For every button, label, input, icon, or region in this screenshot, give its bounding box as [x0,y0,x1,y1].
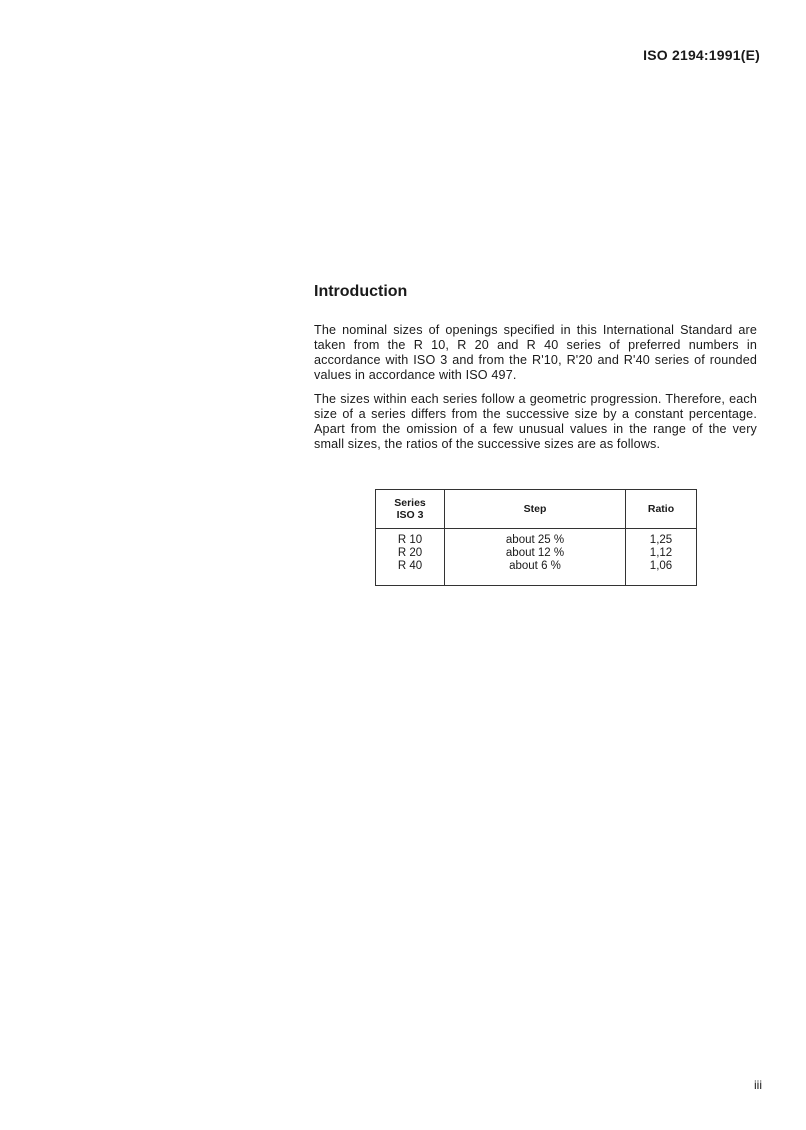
series-ratio-table [375,489,697,586]
cell-step: about 6 % [445,560,626,586]
table-row [376,529,697,548]
page-number: iii [754,1078,762,1092]
cell-step: about 12 % [445,547,626,560]
intro-paragraph-2: The sizes within each series follow a geometric progression. Therefore, each size of a series differs from the successive size by a constant percentage. Apart from the omission of a few unusual values in the range of the very small sizes, the ratios of the successive sizes are as follows. [314,392,757,451]
cell-ratio: 1,12 [626,547,697,560]
cell-series: R 10 [376,529,445,548]
cell-ratio: 1,06 [626,560,697,586]
header-series [376,490,445,529]
header-series-line1: Series [394,497,426,509]
introduction-section [314,283,757,461]
cell-series: R 20 [376,547,445,560]
intro-paragraph-1: The nominal sizes of openings specified in this International Standard are taken from the R 10, R 20 and R 40 series of preferred numbers in accordance with ISO 3 and from the R'10, R'20 and R'40 series of rounded values in accordance with ISO 497. [314,323,757,382]
cell-ratio: 1,25 [626,529,697,548]
section-title: Introduction [314,283,408,300]
cell-step: about 25 % [445,529,626,548]
table-header-row [376,490,697,529]
document-id-header: ISO 2194:1991(E) [643,47,760,63]
table-row [376,547,697,560]
table-row [376,560,697,586]
cell-series: R 40 [376,560,445,586]
header-ratio: Ratio [626,490,697,529]
header-step: Step [445,490,626,529]
header-series-line2: ISO 3 [396,509,424,521]
